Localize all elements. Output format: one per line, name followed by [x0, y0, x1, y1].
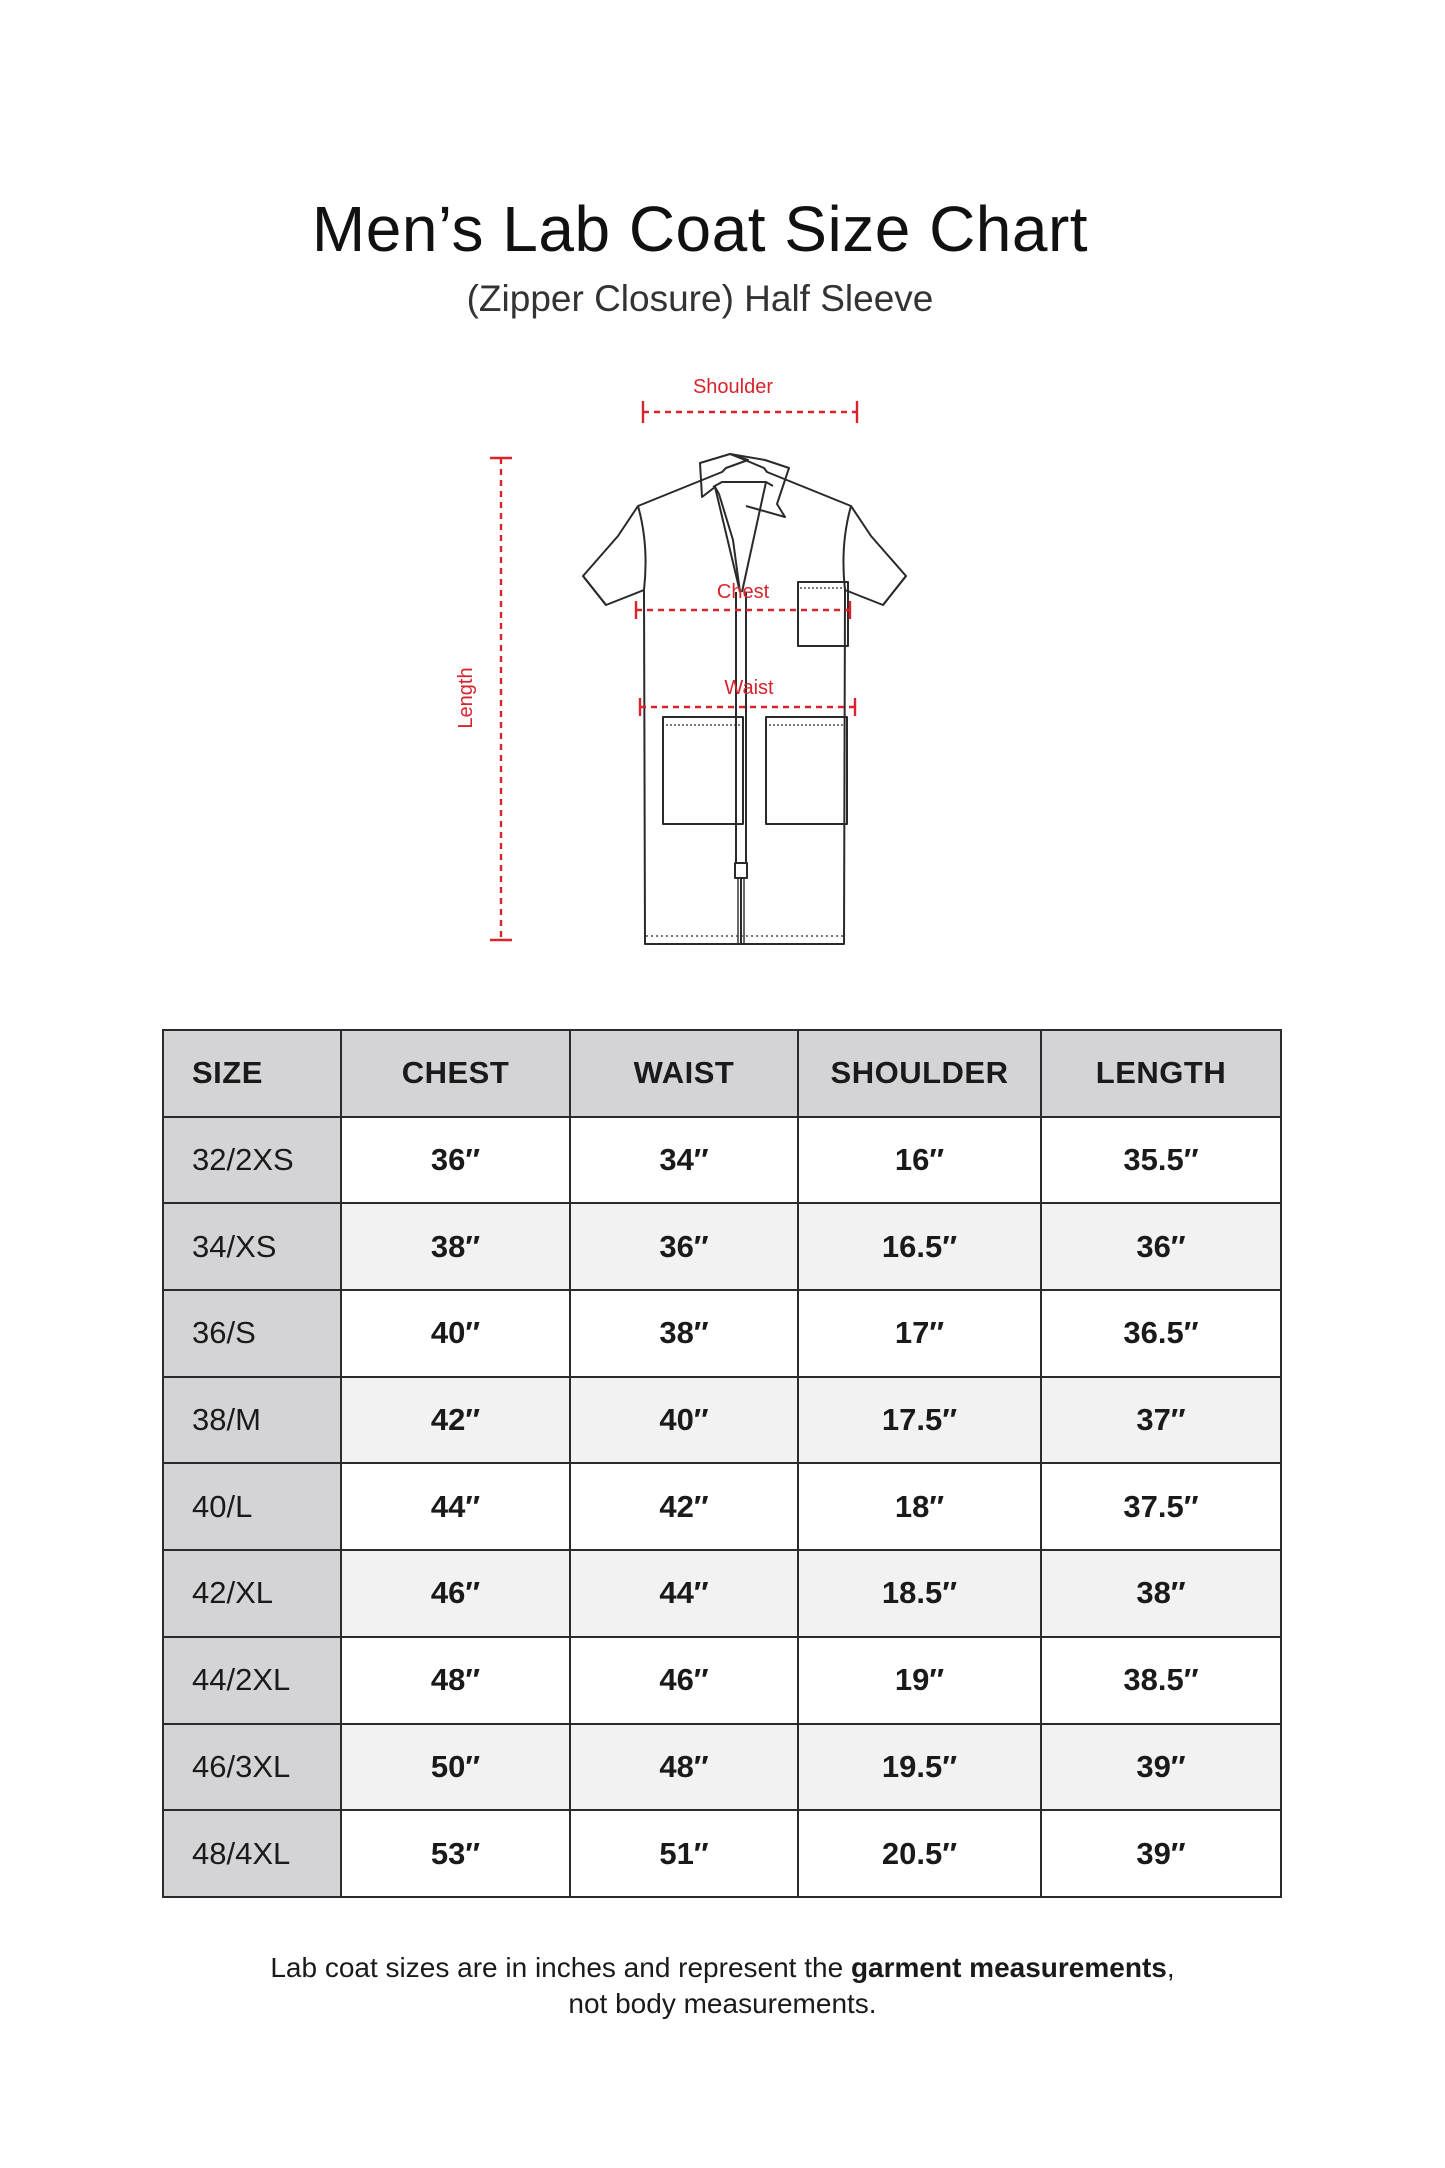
waist-cell: 42″	[570, 1463, 798, 1550]
length-cell: 36″	[1041, 1203, 1281, 1290]
chest-cell: 50″	[341, 1724, 570, 1811]
size-table	[162, 1029, 1282, 1898]
table-row	[163, 1377, 1281, 1464]
table-row	[163, 1637, 1281, 1724]
size-cell: 38/M	[163, 1377, 341, 1464]
chest-cell: 38″	[341, 1203, 570, 1290]
footnote-line-2: not body measurements.	[568, 1988, 877, 2019]
waist-cell: 34″	[570, 1117, 798, 1204]
chest-cell: 40″	[341, 1290, 570, 1377]
footnote	[0, 1950, 1445, 2022]
length-cell: 35.5″	[1041, 1117, 1281, 1204]
chest-cell: 48″	[341, 1637, 570, 1724]
waist-cell: 40″	[570, 1377, 798, 1464]
chest-cell: 42″	[341, 1377, 570, 1464]
length-cell: 37.5″	[1041, 1463, 1281, 1550]
shoulder-cell: 17″	[798, 1290, 1041, 1377]
header-chest: CHEST	[341, 1030, 570, 1117]
waist-cell: 44″	[570, 1550, 798, 1637]
table-row	[163, 1724, 1281, 1811]
table-row	[163, 1290, 1281, 1377]
size-cell: 40/L	[163, 1463, 341, 1550]
length-cell: 38.5″	[1041, 1637, 1281, 1724]
page-title: Men’s Lab Coat Size Chart	[311, 193, 1089, 265]
shoulder-cell: 17.5″	[798, 1377, 1041, 1464]
size-cell: 36/S	[163, 1290, 341, 1377]
header-waist: WAIST	[570, 1030, 798, 1117]
waist-cell: 51″	[570, 1810, 798, 1897]
footnote-text: Lab coat sizes are in inches and represent the	[270, 1952, 851, 1983]
table-row	[163, 1203, 1281, 1290]
length-cell: 39″	[1041, 1810, 1281, 1897]
size-cell: 34/XS	[163, 1203, 341, 1290]
length-label: Length	[455, 667, 477, 729]
waist-cell: 38″	[570, 1290, 798, 1377]
waist-cell: 48″	[570, 1724, 798, 1811]
shoulder-cell: 18″	[798, 1463, 1041, 1550]
lab-coat-outline-icon	[430, 360, 990, 960]
lab-coat-diagram	[430, 360, 990, 960]
chest-label: Chest	[716, 581, 770, 603]
header-length: LENGTH	[1041, 1030, 1281, 1117]
table-row	[163, 1810, 1281, 1897]
shoulder-cell: 19.5″	[798, 1724, 1041, 1811]
shoulder-label: Shoulder	[692, 376, 774, 398]
size-cell: 32/2XS	[163, 1117, 341, 1204]
footnote-comma: ,	[1166, 1952, 1175, 1983]
size-cell: 44/2XL	[163, 1637, 341, 1724]
table-row	[163, 1117, 1281, 1204]
waist-cell: 46″	[570, 1637, 798, 1724]
length-cell: 38″	[1041, 1550, 1281, 1637]
length-cell: 36.5″	[1041, 1290, 1281, 1377]
footnote-line-1	[0, 1950, 1445, 1986]
shoulder-cell: 18.5″	[798, 1550, 1041, 1637]
footnote-emphasis: garment measurements	[850, 1952, 1167, 1983]
header-shoulder: SHOULDER	[798, 1030, 1041, 1117]
chest-cell: 53″	[341, 1810, 570, 1897]
chest-cell: 36″	[341, 1117, 570, 1204]
shoulder-cell: 16″	[798, 1117, 1041, 1204]
table-row	[163, 1463, 1281, 1550]
shoulder-cell: 19″	[798, 1637, 1041, 1724]
size-cell: 42/XL	[163, 1550, 341, 1637]
length-cell: 37″	[1041, 1377, 1281, 1464]
chest-cell: 46″	[341, 1550, 570, 1637]
table-row	[163, 1550, 1281, 1637]
page-subtitle: (Zipper Closure) Half Sleeve	[466, 278, 934, 319]
waist-label: Waist	[724, 677, 774, 699]
length-cell: 39″	[1041, 1724, 1281, 1811]
chest-cell: 44″	[341, 1463, 570, 1550]
size-cell: 46/3XL	[163, 1724, 341, 1811]
shoulder-cell: 16.5″	[798, 1203, 1041, 1290]
shoulder-cell: 20.5″	[798, 1810, 1041, 1897]
header-size: SIZE	[163, 1030, 341, 1117]
size-cell: 48/4XL	[163, 1810, 341, 1897]
waist-cell: 36″	[570, 1203, 798, 1290]
table-header-row	[163, 1030, 1281, 1117]
